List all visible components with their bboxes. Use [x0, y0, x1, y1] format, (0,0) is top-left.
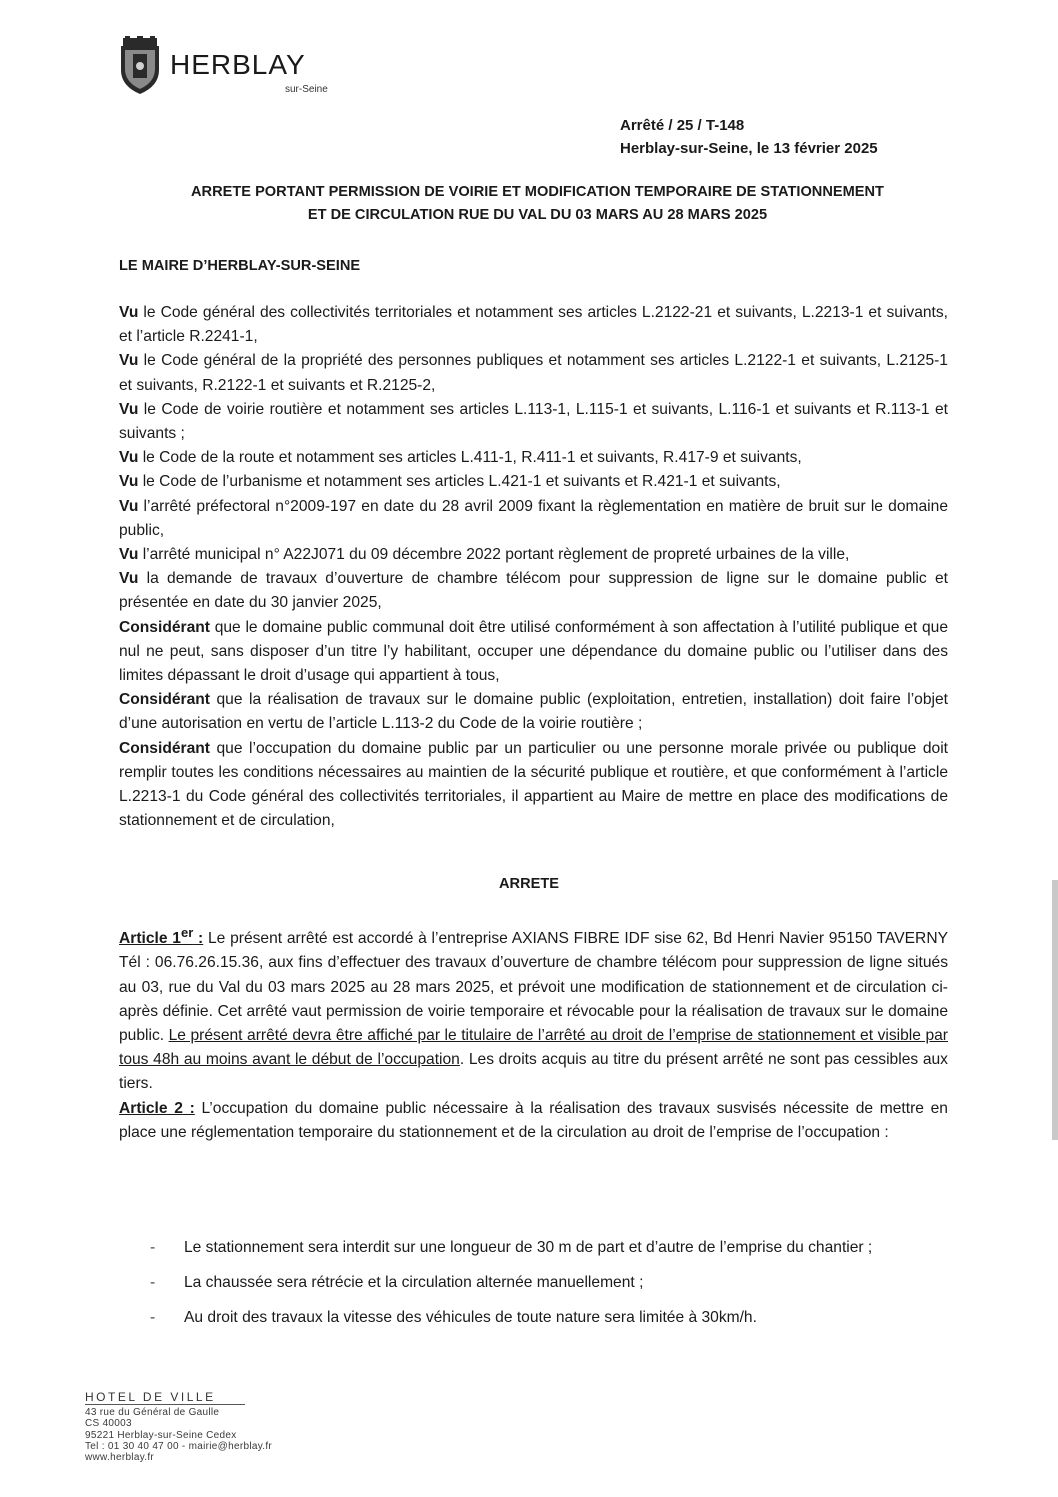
dash-bullet-icon: - [150, 1274, 156, 1291]
consideration-item: Vu le Code de l’urbanisme et notamment ses articles L.421-1 et suivants et R.421-1 et suivants, [119, 473, 781, 491]
considerations [119, 301, 948, 833]
herblay-logo [115, 36, 335, 100]
logo-subtitle: sur-Seine [285, 84, 328, 95]
consideration-item: Vu le Code général des collectivités territoriales et notamment ses articles L.2122-21 et suivants, L.2213-1 et suivants, et l’article R.2241-1, [119, 304, 948, 346]
footer-address-line: 43 rue du Général de Gaulle [85, 1407, 220, 1419]
arrete-heading: ARRETE [499, 876, 559, 892]
article-1-display-notice: Le présent arrêté devra être affiché par le titulaire de l’arrêté au droit de l’emprise de stationnement et visible par tous 48h au moins avant le début de l’occupation [119, 1027, 948, 1069]
consideration-item: Vu l’arrêté préfectoral n°2009-197 en date du 28 avril 2009 fixant la règlementation en matière de bruit sur le domaine public, [119, 497, 948, 539]
articles [119, 921, 948, 1145]
article-2: Article 2 : L’occupation du domaine public nécessaire à la réalisation des travaux susvisés nécessite de mettre en place une réglementation temporaire du stationnement et de la circulation au droit de l’emprise de l’occupation : [119, 1099, 948, 1141]
article-1: Article 1er : Le présent arrêté est accordé à l’entreprise AXIANS FIBRE IDF sise 62, Bd Henri Navier 95150 TAVERNY Tél : 06.76.26.15.36, aux fins d’effectuer des travaux d’ouverture de chambre télécom pour suppression de ligne situés au 03, rue du Val du 03 mars 2025 au 28 mars 2025, et prévoit une modification de stationnement et de circulation ci-après définie. Cet arrêté vaut permission de voirie temporaire et révocable pour la réalisation de travaux sur le domaine public. Le présent arrêté devra être affiché par le titulaire de l’arrêté au droit de l’emprise de stationnement et visible par tous 48h au moins avant le début de l’occupation. Les droits acquis au titre du présent arrêté ne sont pas cessibles aux tiers. [119, 925, 948, 1093]
place-date: Herblay-sur-Seine, le 13 février 2025 [620, 140, 878, 157]
article-2-label: Article 2 : [119, 1099, 195, 1117]
consideration-item: Considérant que le domaine public communal doit être utilisé conformément à son affectation à l’utilité publique et que nul ne peut, sans disposer d’un titre l’y habilitant, occuper une dépendance du domaine public ou l’utiliser dans des limites dépassant le droit d’usage qui appartient à tous, [119, 618, 948, 685]
footer-title: HOTEL DE VILLE [85, 1392, 245, 1405]
decree-reference: Arrêté / 25 / T-148 [620, 117, 745, 134]
logo-name: HERBLAY [170, 49, 306, 80]
consideration-item: Vu l’arrêté municipal n° A22J071 du 09 décembre 2022 portant règlement de propreté urbaines de la ville, [119, 546, 850, 564]
title-line-1: ARRETE PORTANT PERMISSION DE VOIRIE ET MODIFICATION TEMPORAIRE DE STATIONNEMENT [191, 184, 884, 200]
city-crest-icon [115, 36, 165, 96]
footer-address [85, 1392, 405, 1463]
document-title [120, 181, 955, 227]
dash-bullet-icon: - [150, 1309, 156, 1326]
list-item: - Au droit des travaux la vitesse des véhicules de toute nature sera limitée à 30km/h. [150, 1300, 950, 1335]
consideration-item: Vu le Code général de la propriété des personnes publiques et notamment ses articles L.2122-1 et suivants, L.2125-1 et suivants, R.2122-1 et suivants et R.2125-2, [119, 352, 948, 394]
footer-address-line: 95221 Herblay-sur-Seine Cedex [85, 1429, 237, 1441]
dash-bullet-icon: - [150, 1239, 156, 1256]
footer-website: www.herblay.fr [85, 1452, 155, 1464]
consideration-item: Vu le Code de la route et notamment ses articles L.411-1, R.411-1 et suivants, R.417-9 et suivants, [119, 449, 802, 467]
consideration-item: Vu le Code de voirie routière et notamment ses articles L.113-1, L.115-1 et suivants, L.116-1 et suivants et R.113-1 et suivants ; [119, 400, 948, 443]
reference-block [620, 114, 960, 160]
consideration-item: Considérant que la réalisation de travaux sur le domaine public (exploitation, entretien, installation) doit faire l’objet d’une autorisation en vertu de l’article L.113-2 du Code de la voirie routière ; [119, 691, 948, 733]
consideration-item: Considérant que l’occupation du domaine public par un particulier ou une personne morale privée ou publique doit remplir toutes les conditions nécessaires au maintien de la sécurité publique et routière, et que conformément à l’article L.2213-1 du Code général des collectivités territoriales, il appartient au Maire de mettre en place des modifications de stationnement et de circulation, [119, 739, 948, 830]
title-line-2: ET DE CIRCULATION RUE DU VAL DU 03 MARS AU 28 MARS 2025 [307, 207, 768, 223]
authority-heading: LE MAIRE D’HERBLAY-SUR-SEINE [119, 258, 361, 274]
footer-address-line: CS 40003 [85, 1418, 132, 1430]
measures-list [150, 1230, 950, 1335]
list-item: - Le stationnement sera interdit sur une longueur de 30 m de part et d’autre de l’emprise du chantier ; [150, 1230, 950, 1265]
list-item: - La chaussée sera rétrécie et la circulation alternée manuellement ; [150, 1265, 950, 1300]
article-1-label: Article 1er : [119, 925, 204, 948]
scan-edge-shadow [1052, 880, 1058, 1140]
consideration-item: Vu la demande de travaux d’ouverture de chambre télécom pour suppression de ligne sur le domaine public et présentée en date du 30 janvier 2025, [119, 570, 948, 612]
footer-contact: Tel : 01 30 40 47 00 - mairie@herblay.fr [85, 1440, 273, 1452]
